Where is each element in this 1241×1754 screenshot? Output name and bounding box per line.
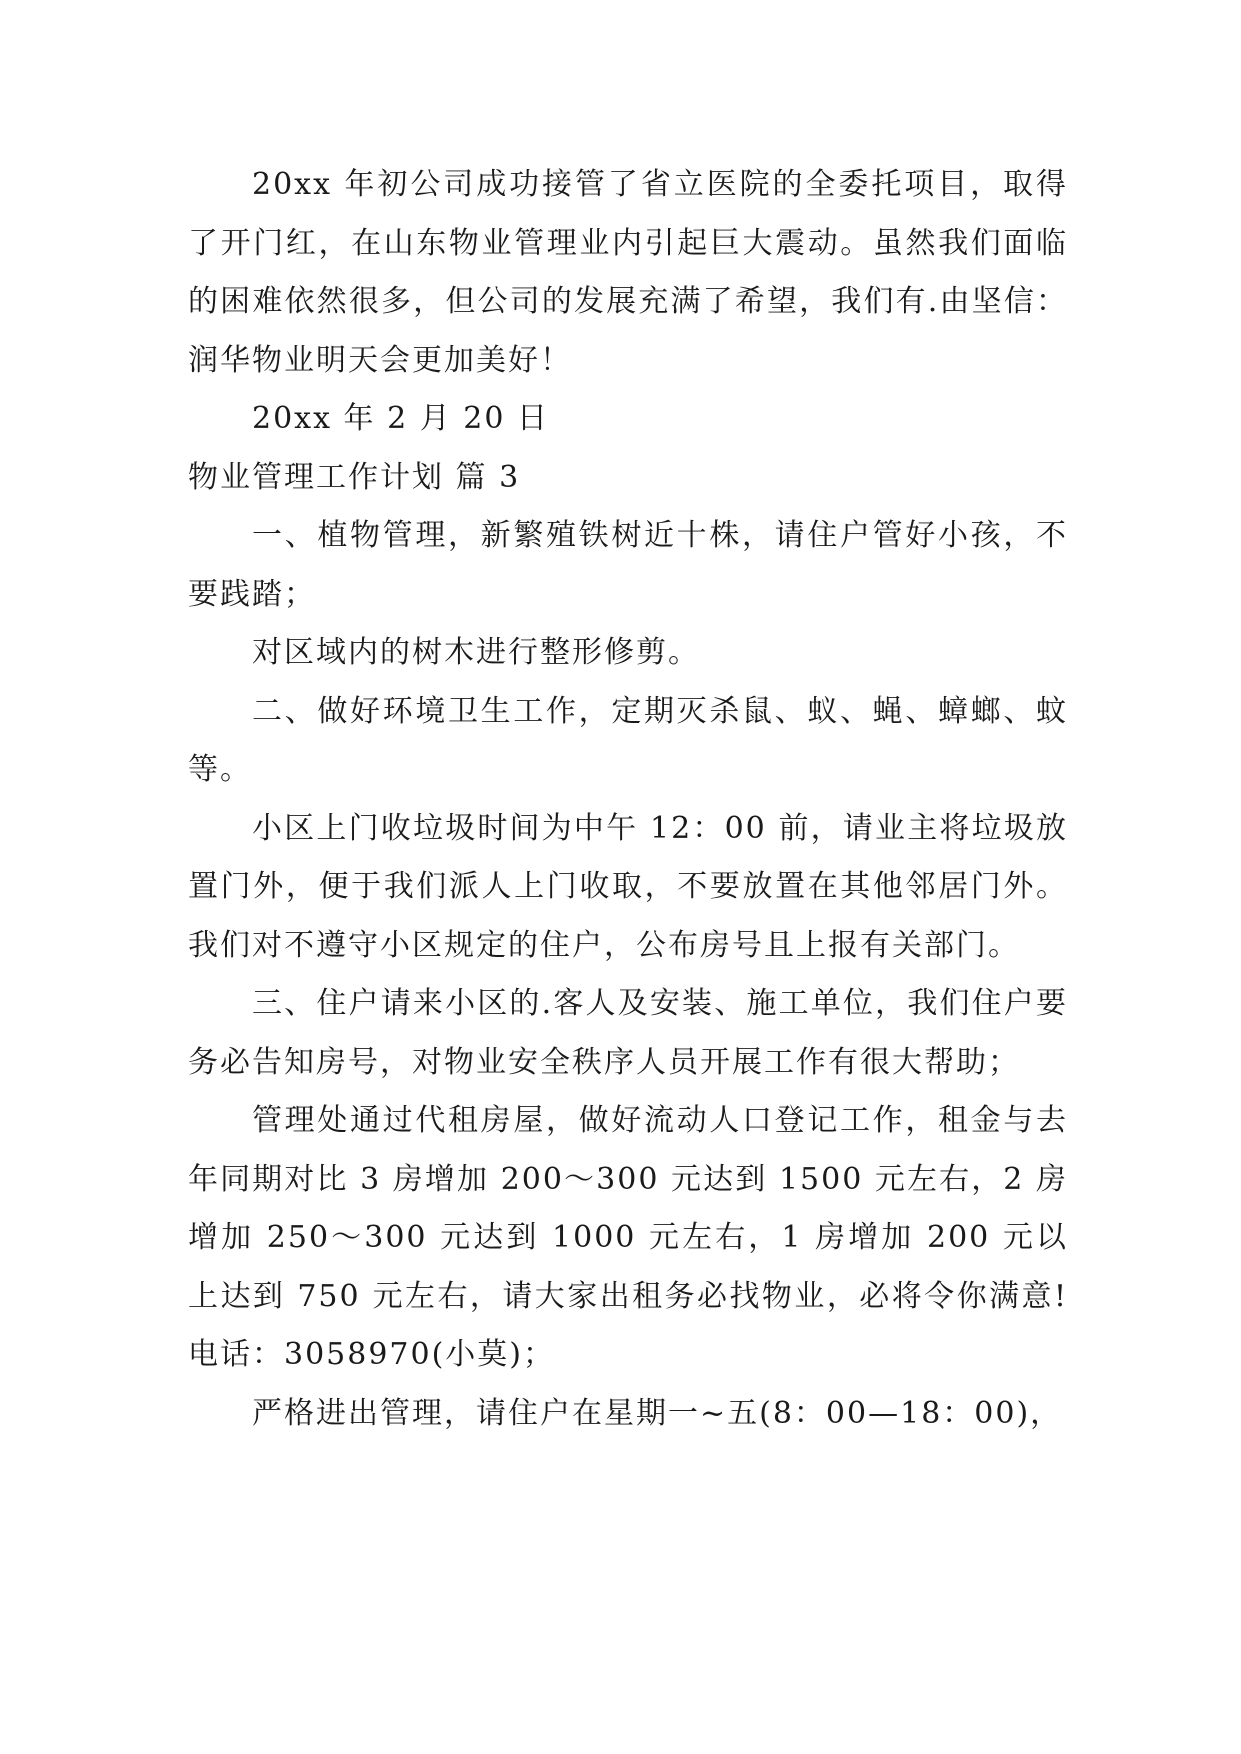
paragraph-sanitation: 二、做好环境卫生工作，定期灭杀鼠、蚁、蝇、蟑螂、蚊等。	[188, 693, 1068, 787]
section-title: 物业管理工作计划 篇 3	[188, 459, 521, 495]
paragraph-garbage-collection: 小区上门收垃圾时间为中午 12：00 前，请业主将垃圾放置门外，便于我们派人上门收取，不要放置在其他邻居门外。我们对不遵守小区规定的住户，公布房号且上报有关部门。	[188, 810, 1068, 963]
paragraph-visitors: 三、住户请来小区的.客人及安装、施工单位，我们住户要务必告知房号，对物业安全秩序人员开展工作有很大帮助；	[188, 986, 1068, 1080]
paragraph-tree-pruning: 对区域内的树木进行整形修剪。	[252, 635, 700, 670]
paragraph-plant-management: 一、植物管理，新繁殖铁树近十株，请住户管好小孩，不要践踏；	[188, 518, 1068, 612]
paragraph-date: 20xx 年 2 月 20 日	[252, 401, 549, 436]
paragraph-access-control: 严格进出管理，请住户在星期一~五(8：00—18：00)，	[252, 1395, 1063, 1431]
paragraph-project-takeover: 20xx 年初公司成功接管了省立医院的全委托项目，取得了开门红，在山东物业管理业内引起巨大震动。虽然我们面临的困难依然很多，但公司的发展充满了希望，我们有.由坚信：润华物业明天会更加美好！	[188, 167, 1068, 378]
paragraph-rental: 管理处通过代租房屋，做好流动人口登记工作，租金与去年同期对比 3 房增加 200～300 元达到 1500 元左右，2 房增加 250～300 元达到 1000 元左右，1 房增加 200 元以上达到 750 元左右，请大家出租务必找物业，必将令你满意!电话：3058970(小莫)；	[188, 1103, 1068, 1372]
document-body	[188, 156, 1068, 1443]
